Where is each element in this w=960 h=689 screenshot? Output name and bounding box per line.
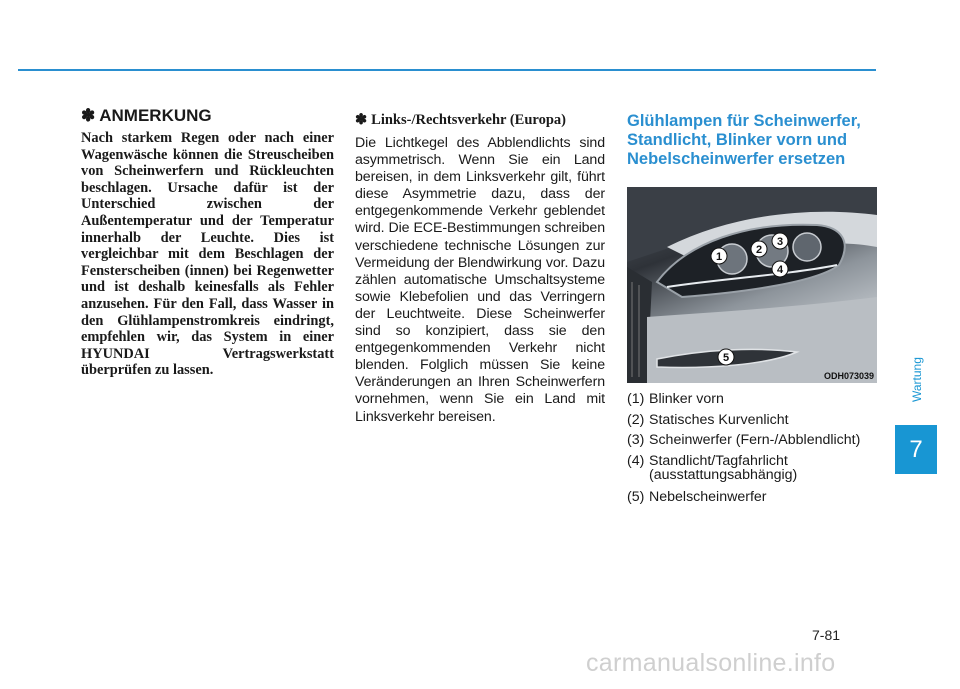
list-item-number: (1): [627, 391, 645, 407]
svg-text:5: 5: [722, 352, 730, 364]
list-item-text: Scheinwerfer (Fern-/Abblendlicht): [649, 432, 861, 448]
list-item-number: (2): [627, 411, 645, 428]
page-number: 7-81: [812, 627, 841, 643]
bulbs-section: [627, 112, 879, 508]
traffic-title: Links-/Rechtsverkehr (Europa): [371, 112, 566, 128]
list-item-number: (3): [627, 432, 645, 448]
note-section: [81, 106, 334, 379]
callout-4: [772, 261, 788, 277]
list-item-continuation: (ausstattungsabhängig): [649, 467, 798, 483]
headlight-illustration: [627, 187, 877, 383]
note-text: Nach starkem Regen oder nach einer Wagenwäsche können die Streuscheiben von Scheinwerfern und Rückleuchten beschlagen. Ursache dafür ist der Unterschied zwischen der Außentemperatur und der Temperatur innerhalb der Leuchte. Dies ist vergleichbar mit dem Beschlagen der Fensterscheiben (innen) bei Regenwetter und ist deshalb keinesfalls als Fehler anzusehen. Für den Fall, dass Wasser in den Glühlampenstromkreis eindringt, empfehlen wir, das System in einer HYUNDAI Vertragswerkstatt überprüfen zu lassen.: [81, 130, 334, 379]
svg-text:3: 3: [776, 236, 784, 248]
list-item: [627, 410, 879, 431]
traffic-heading: [355, 112, 605, 129]
chapter-label: Wartung: [910, 357, 924, 403]
list-item-text: Standlicht/Tagfahrlicht: [649, 452, 788, 469]
list-item: [627, 487, 879, 508]
traffic-text: Die Lichtkegel des Abblendlichts sind asymmetrisch. Wenn Sie ein Land bereisen, in dem Linksverkehr gilt, führt diese Asymmetrie dazu, dass der entgegenkommende Verkehr geblendet wird. Die ECE-Bestimmungen schreiben verschiedene technische Lösungen zur Vermeidung der Blendwirkung vor. Dazu zählen automatische Umschaltsysteme sowie Klebefolien und das Verringern der Leuchtweite. Diese Scheinwerfer sind so konzipiert, dass sie den entgegenkommenden Verkehr nicht blenden. Folglich müssen Sie keine Veränderungen an Ihren Scheinwerfern vornehmen, wenn Sie ein Land mit Linksverkehr bereisen.: [355, 135, 605, 425]
list-item-text: Blinker vorn: [649, 391, 724, 407]
traffic-section: [355, 112, 605, 426]
list-item: [627, 430, 879, 451]
bulbs-title: Glühlampen für Scheinwerfer, Standlicht, Blinker vorn und Nebelscheinwerfer ersetzen: [627, 112, 861, 168]
svg-text:4: 4: [776, 264, 784, 276]
list-item: [627, 389, 879, 410]
top-divider: [18, 69, 876, 71]
asterisk-icon: ✽: [81, 106, 96, 125]
callout-1: [711, 248, 727, 264]
image-code: ODH073039: [823, 371, 874, 381]
callout-2: [751, 241, 767, 257]
svg-text:2: 2: [755, 244, 763, 256]
asterisk-icon: ✽: [355, 112, 368, 128]
list-item-text: Statisches Kurvenlicht: [649, 411, 789, 428]
callout-3: [772, 233, 788, 249]
bulb-list: [627, 389, 879, 508]
list-item-number: (5): [627, 489, 645, 505]
note-heading: [81, 106, 334, 126]
chapter-tab: 7: [895, 425, 937, 474]
note-title: ANMERKUNG: [99, 106, 212, 125]
svg-text:1: 1: [715, 251, 723, 263]
callout-5: [718, 349, 734, 365]
headlight-photo: [627, 187, 877, 383]
list-item-number: (4): [627, 452, 645, 469]
list-item-text: Nebelscheinwerfer: [649, 489, 767, 505]
watermark: carmanualsonline.info: [586, 649, 836, 677]
